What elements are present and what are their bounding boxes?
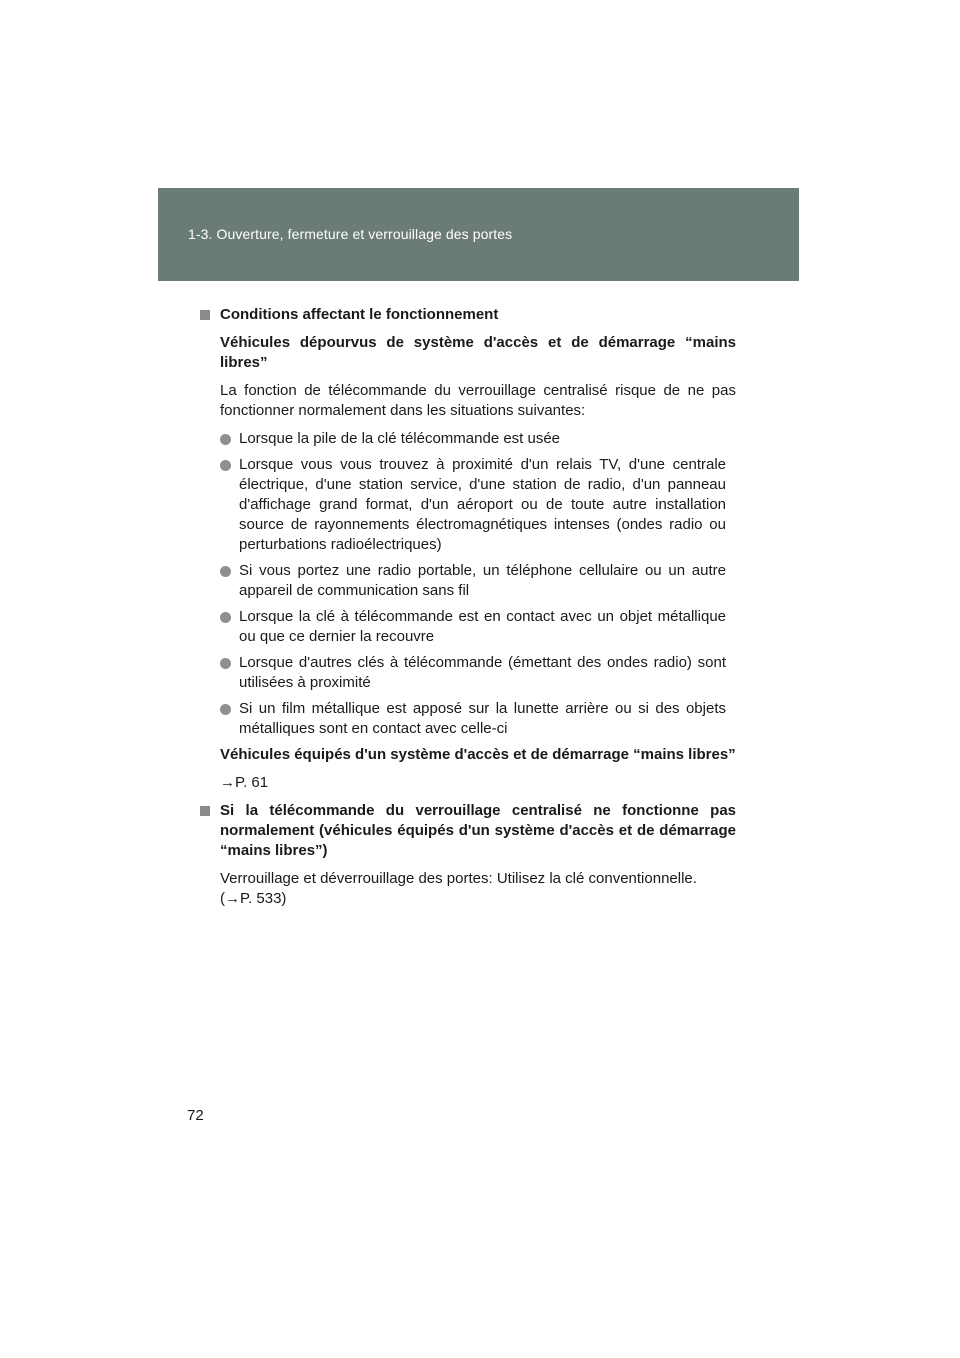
list-item-text: Lorsque la pile de la clé télécommande est usée xyxy=(239,430,561,447)
heading-text: Si la télécommande du verrouillage centralisé ne fonctionne pas normalement (véhicules équipés d'un système d'accès et de démarrage “mains libres”) xyxy=(220,802,736,859)
list-item xyxy=(220,429,726,449)
list-item xyxy=(220,607,726,647)
instruction-paragraph xyxy=(220,869,736,909)
circle-bullet-icon xyxy=(220,704,231,715)
list-item xyxy=(220,653,726,693)
list-item xyxy=(220,455,726,555)
list-item-text: Lorsque d'autres clés à télécommande (émettant des ondes radio) sont utilisées à proximité xyxy=(239,654,726,691)
instruction-line: Verrouillage et déverrouillage des portes: Utilisez la clé conventionnelle. xyxy=(220,870,697,887)
square-bullet-icon xyxy=(200,310,210,320)
list-item xyxy=(220,561,726,601)
header-band xyxy=(158,188,799,281)
page-reference-link[interactable]: (→P. 533) xyxy=(220,890,287,907)
square-bullet-icon xyxy=(200,806,210,816)
heading-conditions xyxy=(200,305,736,325)
section-title: 1-3. Ouverture, fermeture et verrouillage des portes xyxy=(188,226,513,242)
circle-bullet-icon xyxy=(220,434,231,445)
page-content xyxy=(200,305,736,917)
circle-bullet-icon xyxy=(220,566,231,577)
list-item-text: Si un film métallique est apposé sur la lunette arrière ou si des objets métalliques sont en contact avec celle-ci xyxy=(239,700,726,737)
heading-text: Conditions affectant le fonctionnement xyxy=(220,306,499,323)
intro-paragraph: La fonction de télécommande du verrouillage centralisé risque de ne pas fonctionner normalement dans les situations suivantes: xyxy=(220,382,736,419)
circle-bullet-icon xyxy=(220,658,231,669)
subheading-with-smart-key: Véhicules équipés d'un système d'accès et de démarrage “mains libres” xyxy=(220,746,736,763)
list-item-text: Si vous portez une radio portable, un téléphone cellulaire ou un autre appareil de communication sans fil xyxy=(239,562,726,599)
page-number: 72 xyxy=(187,1107,204,1124)
subheading-without-smart-key: Véhicules dépourvus de système d'accès et de démarrage “mains libres” xyxy=(220,334,736,371)
circle-bullet-icon xyxy=(220,460,231,471)
list-item xyxy=(220,699,726,739)
page-reference-link[interactable]: →P. 61 xyxy=(220,774,269,791)
heading-remote-malfunction xyxy=(200,801,736,861)
circle-bullet-icon xyxy=(220,612,231,623)
list-item-text: Lorsque la clé à télécommande est en contact avec un objet métallique ou que ce dernier la recouvre xyxy=(239,608,726,645)
list-item-text: Lorsque vous vous trouvez à proximité d'un relais TV, d'une centrale électrique, d'une station service, d'une station de radio, d'un panneau d'affichage grand format, d'un aéroport ou de toute autre installation source de rayonnements électromagnétiques intenses (ondes radio ou perturbations radioélectriques) xyxy=(239,456,726,553)
